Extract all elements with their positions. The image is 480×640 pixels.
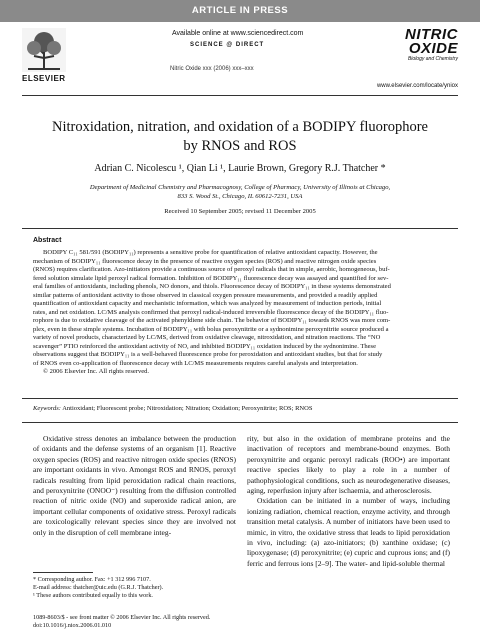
author-list: Adrian C. Nicolescu ¹, Qian Li ¹, Laurie Brown, Gregory R.J. Thatcher * [94,163,386,174]
abstract-line: rates, and net oxidation. LC/MS analysis confirmed that peroxyl radical-induced irreversible fluorescence decay of the BODIPY₁₁ fluo- [33,308,389,316]
sciencedirect-logo [190,42,264,48]
body-left-column: Oxidative stress denotes an imbalance between the production of oxidants and the defense systems of an organism [1]. Reactive oxygen species (ROS) and reactive nitrogen oxide species (RNOS) are important oxidants in vivo. Amongst ROS and RNOS, peroxyl radicals resulting from lipid peroxidation radical chain reactions, and peroxynitrite (ONOO⁻) resulting from the diffusion controlled reaction of nitric oxide (NO) and superoxide radical anion, are important cellular components of oxidative stress. Peroxyl radicals are toxicologically relevant species since they are involved not only in the disruption of cell membrane integ- [33,434,236,537]
footnotes [33,576,243,600]
footnote-email[interactable]: E-mail address: thatcher@uic.edu (G.R.J. Thatcher). [33,584,164,591]
available-online: Available online at www.sciencedirect.com [172,30,304,37]
abstract-line: scavenger” PTIO reinforced the antioxidant activity of NO, and inhibited BODIPY₁₁ oxidation induced by the sydnonimine. These [33,342,376,350]
affiliation-line-1: Department of Medicinal Chemistry and Pharmacognosy, College of Pharmacy, University of Illinois at Chicago, [89,184,391,191]
header-rule [22,95,458,96]
abstract-line: © 2006 Elsevier Inc. All rights reserved. [43,368,150,375]
journal-logo [405,28,458,62]
journal-logo-subtitle: Biology and Chemistry [407,56,458,62]
doi-line[interactable]: doi:10.1016/j.niox.2006.01.010 [33,622,112,629]
abstract-body [33,249,447,377]
keywords [33,405,447,412]
abstract-bottom-rule [22,398,458,399]
abstract-top-rule [22,228,458,229]
copyright-block [33,614,243,630]
abstract-line: eral families of antioxidants, including phenols, NO donors, and thiols. Fluorescence decay of BODIPY₁₁ in these systems demonstrated [33,283,391,290]
article-title [22,118,458,156]
title-line-1: Nitroxidation, nitration, and oxidation of a BODIPY fluorophore [52,119,428,135]
abstract-line: observations suggest that BODIPY₁₁ is a well-behaved fluorescence probe for peroxidation and antioxidant studies, but that for study [33,351,383,358]
affiliation-line-2: 833 S. Wood St., Chicago, IL 60612-7231, USA [177,193,303,200]
abstract-line: variety of novel products, characterized by LC/MS, derived from oxidative cleavage, nitroxidation, and nitration reactions. The “NO [33,334,381,341]
abstract-heading: Abstract [33,237,62,244]
right-paragraph-2: Oxidation can be initiated in a number of ways, including ionizing radiation, chemical reaction, enzyme activity, and through transition metal catalysis. A number of initiators have been used to mimic, in vitro, the oxidative stress that leads to lipid peroxidation in vivo, including: (a) azo-initiators; (b) xanthine oxidase; (c) lipoxygenase; (d) peroxynitrite; (e) cupric and cuprous ions; and (f) ferric and ferrous ions [2–9]. The water- and lipid-soluble thermal [247,496,450,568]
abstract-line: mechanism of BODIPY₁₁ fluorescence decay in the presence of reactive oxygen species (ROS) and reactive nitrogen oxide species [33,257,377,265]
abstract-line: fered solution simulate lipid peroxyl radical formation. Inhibition of BODIPY₁₁ fluorescence decay was assayed and quantified for sev- [33,274,389,282]
abstract-line: plex, even in these simple systems. Incubation of BODIPY₁₁ with bolus peroxynitrite or a sydnonimine peroxynitrite source produced a [33,325,389,333]
abstract-line: similar patterns of antioxidant activity to those observed in classical oxygen pressure measurements, and provided a readily applied [33,291,378,299]
abstract-line: of RNOS even co-application of fluorescence decay with LC/MS measurements requires careful analysis and interpretation. [33,359,358,367]
article-in-press-banner: ARTICLE IN PRESS [0,0,480,22]
received-dates: Received 10 September 2005; revised 11 December 2005 [164,208,316,215]
keywords-text: Antioxidant; Fluorescent probe; Nitroxidation; Nitration; Oxidation; Peroxynitrite; ROS; RNOS [60,405,313,412]
affiliation [60,183,420,201]
journal-reference: Nitric Oxide xxx (2006) xxx–xxx [170,66,254,72]
abstract-line: quantification of antioxidant capacity and mechanistic information, which was analyzed by measurement of induction periods, initial [33,300,382,307]
abstract-line: rophore is due to oxidative cleavage of the activated phenyldiene side chain. The behavior of BODIPY₁₁ towards RNOS was more com- [33,317,391,324]
journal-logo-line1: NITRIC [405,26,458,43]
right-paragraph-1: rity, but also in the oxidation of membrane proteins and the inactivation of receptors and membrane-bound enzymes. Both peroxynitrite and organic peroxyl radicals (ROO•) are important reactive species likely to play a role in a number of pathophysiological conditions, such as neurodegenerative diseases, aging, reperfusion injury after ischaemia, and atherosclerosis. [247,434,450,496]
journal-header [22,28,458,90]
sciencedirect-logo-text: SCIENCE @ DIRECT [190,42,265,48]
keywords-rule [22,422,458,423]
journal-url[interactable]: www.elsevier.com/locate/yniox [376,83,458,89]
abstract-line: BODIPY C₁₁ 581/591 (BODIPY₁₁) represents a sensitive probe for quantification of relative antioxidant capacity. However, the [43,249,378,256]
keywords-label: Keywords: [33,405,61,412]
publisher-name: ELSEVIER [22,74,66,83]
copyright-line: 1089-8603/$ - see front matter © 2006 Elsevier Inc. All rights reserved. [33,614,211,621]
journal-logo-line2: OXIDE [408,40,458,57]
elsevier-tree-logo [22,28,66,72]
footnote-corresponding: * Corresponding author. Fax: +1 312 996 7107. [33,576,151,583]
body-right-column [247,434,450,569]
title-line-2: by RNOS and ROS [183,138,297,154]
footnote-rule [33,572,93,573]
footnote-equal-contribution: ¹ These authors contributed equally to this work. [33,592,153,599]
abstract-line: (RNOS) requires clarification. Azo-initiators provide a continuous source of peroxyl radicals that in simple, aerobic, homogeneous, buf- [33,266,390,273]
